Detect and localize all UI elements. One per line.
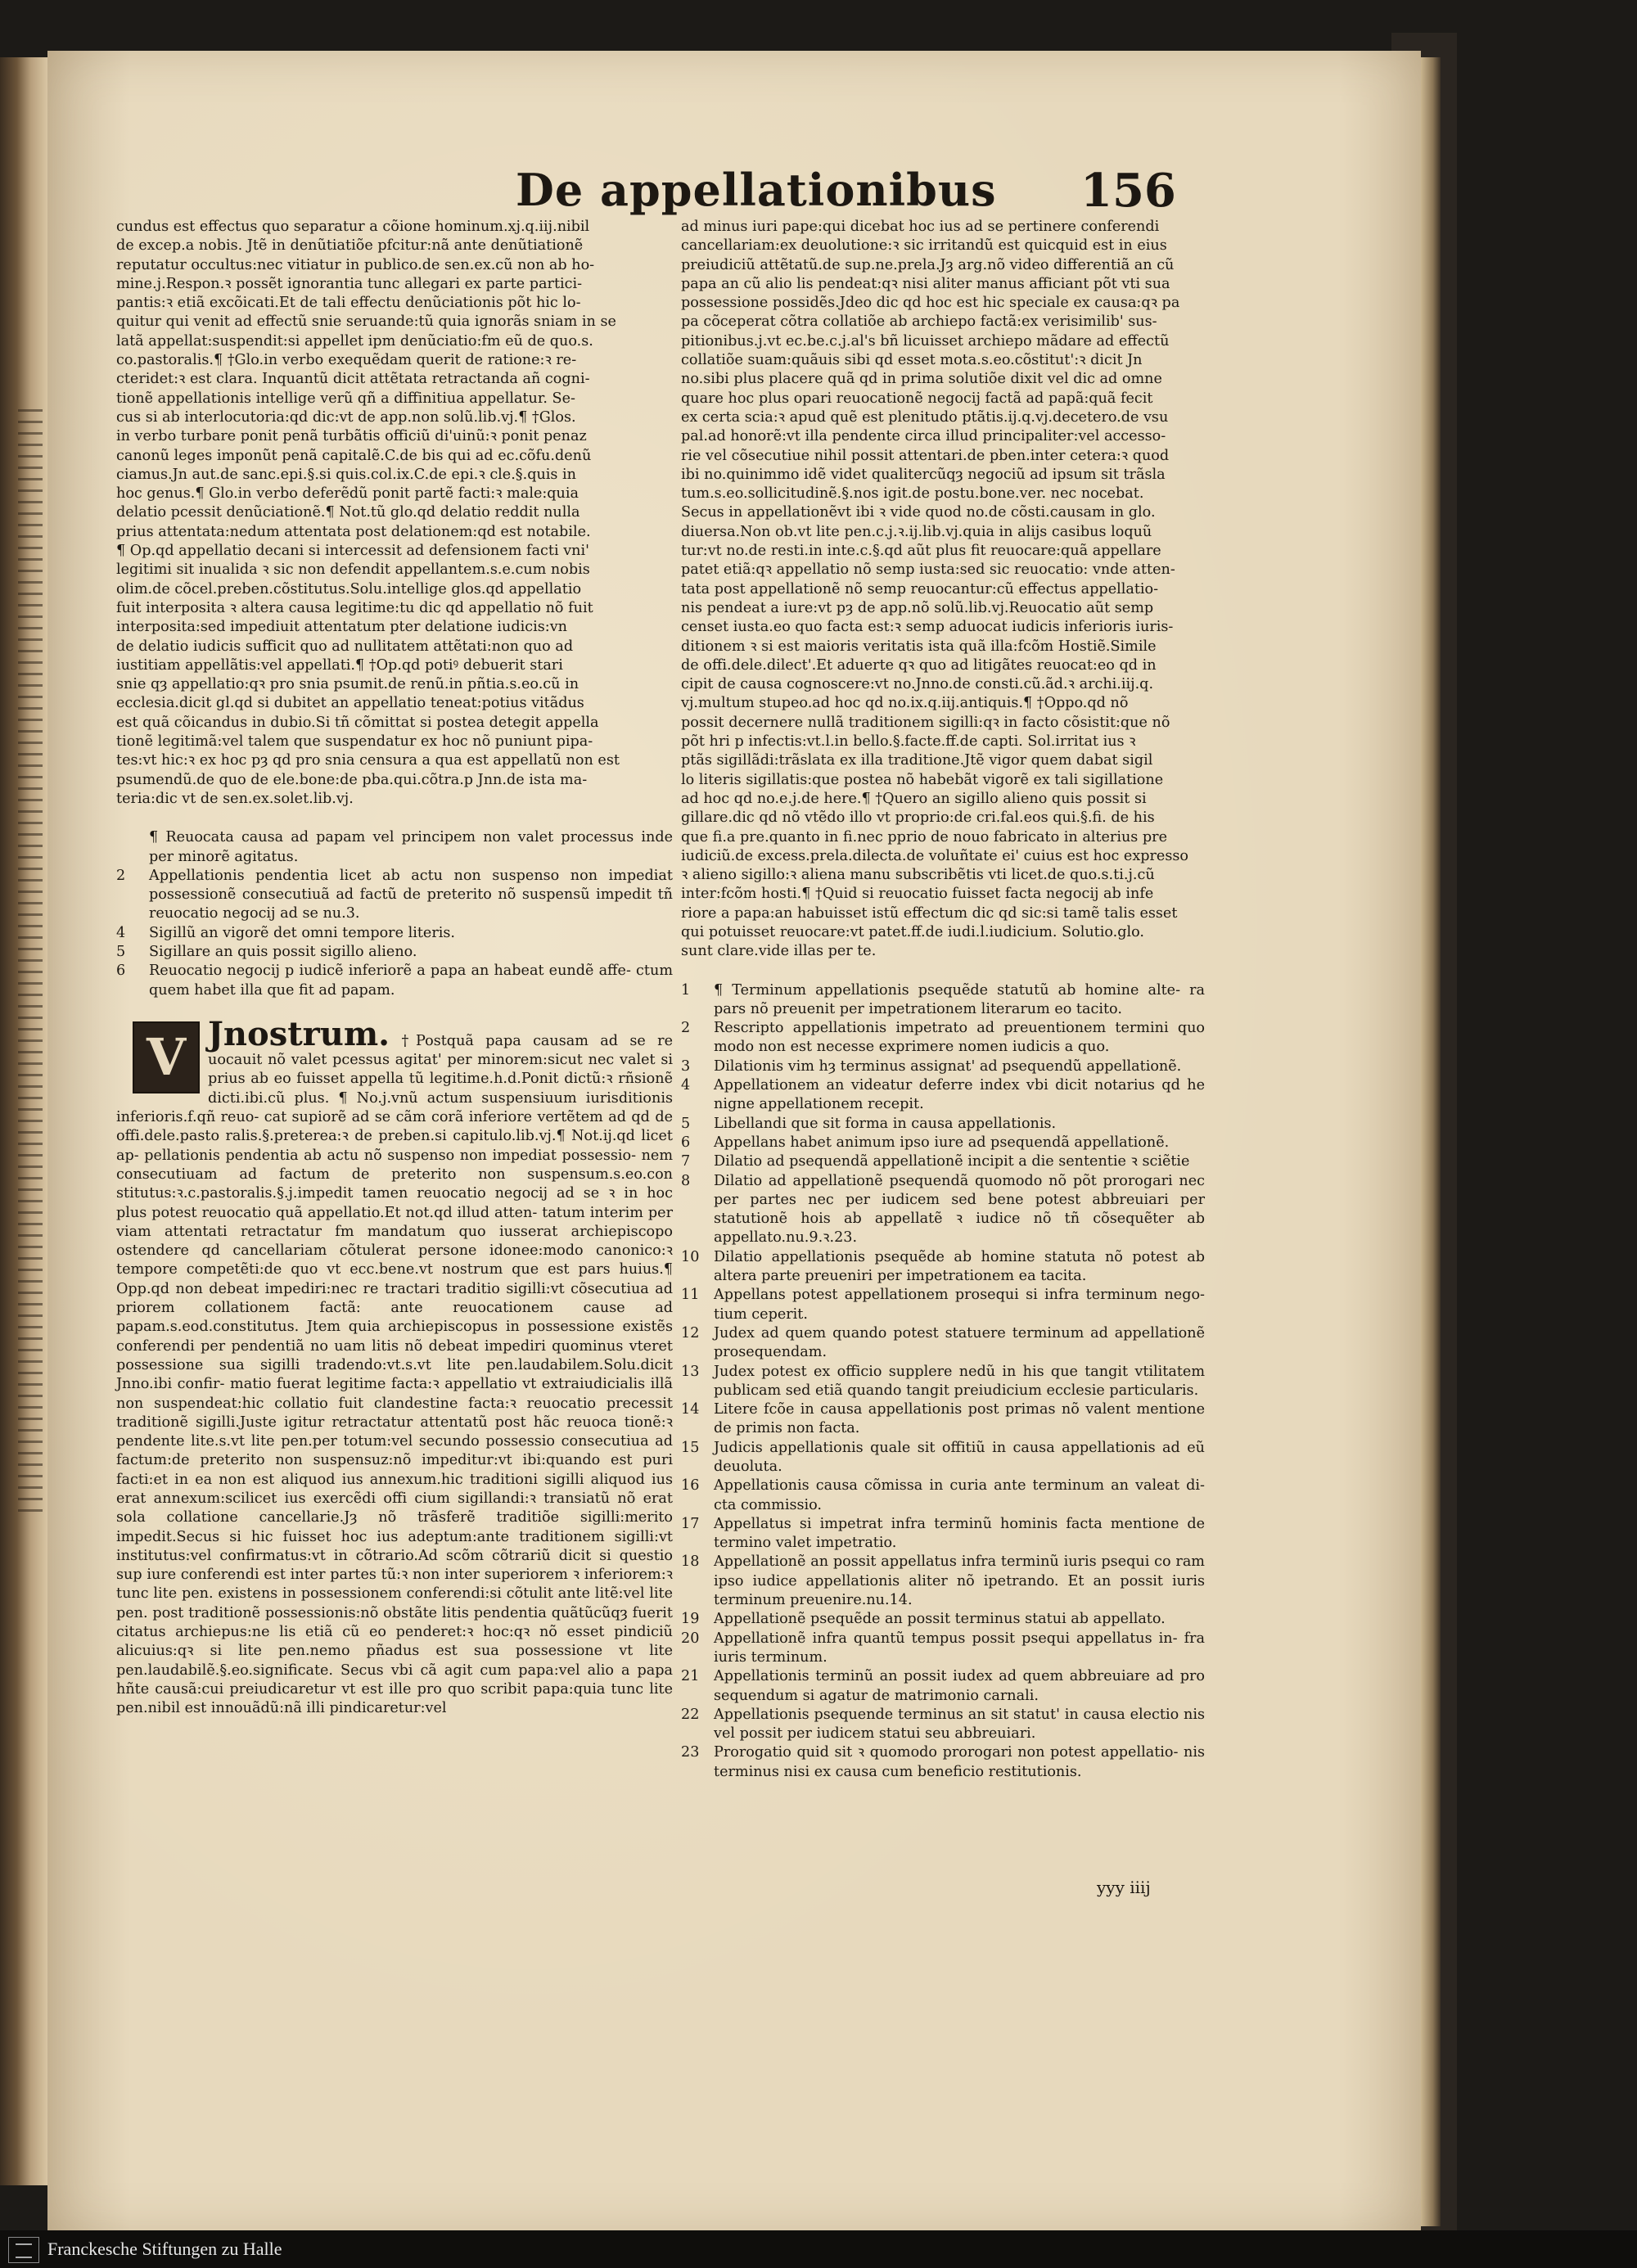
decorated-initial: V [133, 1021, 200, 1093]
text-line: fuit interposita ꝛ altera causa legitime:tu dic qd appellatio nõ fuit [116, 599, 593, 616]
summary-item [681, 1706, 1205, 1744]
summary-number: 19 [681, 1611, 700, 1628]
text-line: diuersa.Non ob.vt lite pen.c.j.ꝛ.ij.lib.vj.quia in alijs casibus loquũ [681, 523, 1152, 540]
text-line: riore a papa:an habuisset istũ effectum dic qd sic:si tamẽ talis esset [681, 904, 1178, 922]
text-line: co.pastoralis.¶ †Glo.in verbo exequẽdam querit de ratione:ꝛ re- [116, 352, 577, 369]
text-line: canonũ leges imponũt penã capitalẽ.C.de bis qui ad ec.cõfu.denũ [116, 447, 592, 464]
summary-text: Appellationis terminũ an possit iudex ad quem abbreuiare ad pro sequendum si agatur de matrimonio carnali. [714, 1668, 1205, 1704]
summary-text: Dilatio ad psequendã appellationẽ incipit a die sententie ꝛ sciẽtie [714, 1153, 1190, 1170]
summary-text: Appellans habet animum ipso iure ad psequendã appellationẽ. [714, 1134, 1170, 1151]
summary-text: Dilatio ad appellationẽ psequendã quomodo nõ põt prorogari nec per partes nec per iudicem sed bene potest abbreuiari per statutionẽ hois ab appellatẽ ꝛ iudice nõ tñ cõsequẽter ab appellato.nu.9.ꝛ.23. [714, 1172, 1205, 1247]
summary-item [116, 867, 673, 924]
text-line: qui potuisset reuocare:vt patet.ff.de iudi.l.iudicium. Solutio.glo. [681, 923, 1145, 940]
text-line: pal.ad honorẽ:vt illa pendente circa illud principaliter:vel accesso- [681, 428, 1166, 445]
right-summary-list [681, 981, 1205, 1782]
text-line: iustitiam appellãtis:vel appellati.¶ †Op.qd potiꝰ debuerit stari [116, 656, 563, 674]
summary-item [681, 1172, 1205, 1248]
text-line: tes:vt hic:ꝛ ex hoc pȝ qd pro snia censura a qua est appellatũ non est [116, 752, 620, 769]
summary-text: Judex potest ex officio supplere nedũ in his que tangit vtilitatem publicam sed etiã quando tangit preiudicium ecclesie particularis. [714, 1363, 1205, 1399]
summary-text: Judex ad quem quando potest statuere terminum ad appellationẽ prosequendam. [714, 1324, 1205, 1361]
summary-item [681, 1134, 1205, 1152]
summary-number: 21 [681, 1668, 700, 1685]
text-line: cteridet:ꝛ est clara. Inquantũ dicit attẽtata retractanda añ cogni- [116, 371, 590, 388]
summary-text: Judicis appellationis quale sit offitiũ in causa appellationis ad eũ deuoluta. [714, 1439, 1205, 1475]
text-line: iudiciũ.de excess.prela.dilecta.de voluñtate ei' cuius est hoc expresso [681, 847, 1188, 864]
summary-number [116, 828, 149, 867]
text-line: põt hri p infectis:vt.l.in bello.§.facte.ff.de capti. Sol.irritat ius ꝛ [681, 733, 1136, 751]
summary-text: Appellationis causa cõmissa in curia ante terminum an valeat di- cta commissio. [714, 1477, 1205, 1513]
footer-bar [0, 2230, 1637, 2268]
summary-item [681, 1610, 1205, 1629]
summary-item [681, 1553, 1205, 1610]
text-line: ad hoc qd no.e.j.de here.¶ †Quero an sigillo alieno quis possit si [681, 790, 1147, 807]
text-line: censet iusta.eo quo facta est:ꝛ semp aduocat iudicis inferioris iuris- [681, 619, 1174, 636]
left-commentary [116, 218, 673, 809]
text-line: inter:fcõm hosti.¶ †Quid si reuocatio fuisset facta negocij ab infe [681, 886, 1154, 903]
summary-number: 4 [681, 1077, 691, 1094]
book-right-edge [1421, 57, 1441, 2226]
text-line: prius attentata:nedum attentata post delationem:qd est notabile. [116, 523, 591, 540]
body-paragraph: nostrum que est pars huius.¶ Opp.qd non debeat impediri:nec re tractari traditio sigilli:vt cõsecutiua ad priorem collationem factã: ante reuocationem cause ad papam.s.eod.constitutus. Jtem quia archiepiscopus in possessione existẽs conferendi per pendentiã no uam litis nõ debeat impediri quominus vteret possessione sua sigilli tradendo:vt.s.vt lite pen.laudabilem.Solu.dicit Jnno.ibi confir- matio fuerat legitime facta:ꝛ appellatio vt extraiudicialis illã non suspendeat:hic collatio fuit clandestine facta:ꝛ reuocatio precessit traditionẽ sigilli.Juste igitur retractatur attentatũ post hãc reuoca tionẽ:ꝛ pendente lite.s.vt lite pen.per totum:vel secundo possessio consecutiua ad factum:de preterito non suspensuz:nõ impeditur:vt ibi:quando est puri facti:et in ea non est aliquod ius annexum.hic traditioni sigilli aliquod ius erat annexum:scilicet ius exercẽdi offi cium sigillandi:ꝛ transiatũ nõ erat sola collatione cancellarie.Jȝ nõ trãsferẽ traditiõe sigilli:merito impedit.Secus si hic fuisset hoc ius adeptum:ante traditionem sigilli:vt institutus:vel confirmatus:vt in cõtrario.Ad scõm cõtrariũ dicit si questio sup iure conferendi est inter partes tũ:ꝛ non inter superiorem ꝛ inferiorem:ꝛ tunc lite pen. existens in possessionem conferendi:si cõtulit ante litẽ:vel lite pen. post traditionẽ possessionis:nõ obstãte litis pendentia quãtũcũqȝ fuerit citatus archiepus:ne lis etiã cũ eo penderet:ꝛ hoc:qꝛ nõ esset pindiciũ alicuius:qꝛ si lite pen.nemo pñadus est sua possessione vt lite pen.laudabilẽ.§.eo.significate. Secus vbi cã agit cum papa:vel alio a papa hñte causã:cui preiudicaretur vt est ille pro quo scribit papa:quia tunc lite pen.nibil est innouãdũ:nã illi pindicaretur:vel [116, 1261, 673, 1717]
summary-number: 22 [681, 1706, 700, 1723]
text-line: ciamus.Jn aut.de sanc.epi.§.si quis.col.ix.C.de epi.ꝛ cle.§.quis in [116, 466, 577, 483]
text-line: ad minus iuri pape:qui dicebat hoc ius ad se pertinere conferendi [681, 219, 1160, 235]
summary-number: 20 [681, 1630, 700, 1647]
summary-item [116, 924, 673, 943]
summary-number: 10 [681, 1248, 700, 1265]
body-paragraph: ralis.§.preterea:ꝛ de preben.si capitulo.lib.vj.¶ Not.ij.qd licet ap- pellationis pendentia ab actu nõ suspenso non impediat possessio- nem consecutiuam ad factum de preterito non suspensum.s.eo.con stitutus:ꝛ.c.pastoralis.§.j.impedit tamen reuocatio negocij ad se ꝛ in hoc plus potest reuocatio quã appellatio.Et not.qd illud atten- tatum interim per viam attentati retractatur fm mandatum quo iusserat archiepiscopo ostendere qd cancellariam cõtulerat persone idonee:modo canonico:ꝛ tempore competẽti:de quo vt ecc.bene.vt [116, 1128, 673, 1278]
text-line: quitur qui venit ad effectũ snie seruande:tũ quia ignorãs sniam in se [116, 313, 616, 331]
text-line: gillare.dic qd nõ vtẽdo illo vt proprio:de cri.fal.eos qui.§.fi. de his [681, 809, 1155, 827]
text-line: collatiõe suam:quãuis sibi qd esset mota.s.eo.cõstitut':ꝛ dicit Jn [681, 352, 1143, 369]
printer-signature: yyy iiij [1097, 1878, 1151, 1897]
summary-text: Litere fcõe in causa appellationis post primas nõ valent mentione de primis non facta. [714, 1401, 1205, 1437]
book-left-edge [0, 57, 47, 2185]
text-line: cus si ab interlocutoria:qd dic:vt de app.non solũ.lib.vj.¶ †Glos. [116, 408, 576, 426]
left-column [116, 218, 673, 1887]
summary-number: 13 [681, 1363, 700, 1380]
text-line: in verbo turbare ponit penã turbãtis officiũ di'uinũ:ꝛ ponit penaz [116, 428, 587, 445]
text-line: papa an cũ alio lis pendeat:qꝛ nisi aliter manus afficiant põt vti sua [681, 275, 1170, 292]
summary-number: 2 [116, 867, 126, 884]
text-line: de offi.dele.dilect'.Et aduerte qꝛ quo ad litigãtes reuocat:eo qd in [681, 656, 1157, 674]
text-line: vj.multum stupeo.ad hoc qd no.ix.q.iij.antiquis.¶ †Oppo.qd nõ [681, 695, 1129, 712]
summary-item [681, 981, 1205, 1020]
summary-text: Dilationis vim hȝ terminus assignat' ad psequendũ appellationẽ. [714, 1057, 1182, 1075]
text-line: preiudiciũ attẽtatũ.de sup.ne.prela.Jȝ arg.nõ video differentiã an cũ [681, 256, 1175, 273]
text-line: cundus est effectus quo separatur a cõione hominum.xj.q.iij.nibil [116, 219, 590, 235]
summary-number: 23 [681, 1744, 700, 1761]
text-line: snie qȝ appellatio:qꝛ pro snia psumit.de renũ.in pñtia.s.eo.cũ in [116, 676, 579, 693]
page-stack-stripes [18, 409, 43, 1514]
text-line: mine.j.Respon.ꝛ possẽt ignorantia tunc allegari ex parte partici- [116, 275, 583, 292]
summary-number: 6 [681, 1134, 691, 1151]
summary-text: Rescripto appellationis impetrato ad preuentionem termini quo modo non est necesse exprimere nomen iudicis a quo. [714, 1020, 1205, 1056]
text-line: possit decernere nullã traditionem sigilli:qꝛ in facto cõsistit:que nõ [681, 714, 1170, 731]
text-line: legitimi sit inualida ꝛ sic non defendit appellantem.s.e.cum nobis [116, 561, 590, 579]
page-number: 156 [1080, 164, 1176, 218]
text-line: que fi.a pre.quanto in fi.nec pprio de nouo fabricato in alterius pre [681, 828, 1167, 845]
summary-number: 8 [681, 1172, 691, 1189]
text-line: Secus in appellationẽvt ibi ꝛ vide quod no.de cõsti.causam in glo. [681, 504, 1156, 521]
summary-item [681, 1152, 1205, 1171]
summary-item [681, 1324, 1205, 1363]
running-title: De appellationibus [516, 164, 997, 216]
summary-text: Appellationẽ psequẽde an possit terminus statui ab appellato. [714, 1611, 1166, 1628]
summary-text: Libellandi que sit forma in causa appellationis. [714, 1115, 1057, 1132]
summary-item [681, 1019, 1205, 1057]
text-line: pantis:ꝛ etiã excõicati.Et de tali effectu denũciationis põt hic lo- [116, 295, 581, 312]
text-line: tionẽ legitimã:vel talem que suspendatur ex hoc nõ puniunt pipa- [116, 733, 593, 751]
summary-number: 1 [681, 981, 691, 999]
summary-item [681, 1363, 1205, 1401]
summary-item [681, 1248, 1205, 1287]
summary-number: 14 [681, 1401, 700, 1418]
right-commentary [681, 218, 1205, 962]
incipit-word: Jnostrum. [208, 1014, 390, 1053]
left-summary-list [116, 828, 673, 1000]
summary-number: 17 [681, 1515, 700, 1532]
summary-text: Appellans potest appellationem prosequi si infra terminum nego- tium ceperit. [714, 1287, 1205, 1323]
summary-text: Reuocatio negocij p iudicẽ inferiorẽ a papa an habeat eundẽ affe- ctum quem habet illa que fit ad papam. [149, 963, 673, 999]
text-line: teria:dic vt de sen.ex.solet.lib.vj. [116, 790, 354, 807]
summary-number: 11 [681, 1287, 700, 1304]
summary-item [681, 1439, 1205, 1477]
summary-item [681, 1076, 1205, 1115]
summary-number: 15 [681, 1439, 700, 1456]
text-line: de excep.a nobis. Jtẽ in denũtiatiõe pfcitur:nã ante denũtiationẽ [116, 237, 584, 255]
text-line: ¶ Op.qd appellatio decani si intercessit ad defensionem facti vni' [116, 543, 589, 560]
text-line: ecclesia.dicit gl.qd si dubitet an appellatio teneat:potius vitãdus [116, 695, 584, 712]
summary-item [681, 1743, 1205, 1782]
summary-number: 3 [681, 1057, 691, 1075]
institution-logo-icon [8, 2237, 39, 2263]
summary-text: Appellationẽ infra quantũ tempus possit psequi appellatus in- fra iuris terminum. [714, 1630, 1205, 1666]
right-column [681, 218, 1205, 1887]
text-line: nis pendeat a iure:vt pȝ de app.nõ solũ.lib.vj.Reuocatio aũt semp [681, 599, 1154, 616]
summary-text: Sigillũ an vigorẽ det omni tempore literis. [149, 924, 455, 941]
text-line: de delatio iudicis sufficit quo ad nullitatem attẽtati:non quo ad [116, 638, 574, 655]
text-line: quare hoc plus opari reuocationẽ negocij factã ad papã:quã fecit [681, 390, 1153, 407]
text-line: pitionibus.j.vt ec.be.c.j.al's bñ licuisset archiepo mãdare ad effectũ [681, 332, 1170, 349]
text-line: ptãs sigillãdi:trãslata ex illa traditione.Jtẽ vigor quem dabat sigil [681, 752, 1153, 769]
text-line: pa cõceperat cõtra collatiõe ab archiepo factã:ex verisimilib' sus- [681, 313, 1157, 331]
summary-text: ¶ Reuocata causa ad papam vel principem non valet processus inde per minorẽ agitatus. [149, 829, 673, 865]
summary-text: Appellationẽ an possit appellatus infra terminũ iuris psequi co ram ipso iudice appellationis aliter nõ ipetrando. Et an possit iuris terminum preuenire.nu.14. [714, 1553, 1205, 1609]
summary-item [681, 1630, 1205, 1668]
summary-text: Prorogatio quid sit ꝛ quomodo prorogari non potest appellatio- nis terminus nisi ex causa cum beneficio restitutionis. [714, 1744, 1205, 1780]
text-line: tur:vt no.de resti.in inte.c.§.qd aũt plus fit reuocare:quã appellare [681, 543, 1161, 560]
summary-number: 6 [116, 963, 126, 980]
text-line: ibi no.quinimmo idẽ videt qualitercũqȝ negociũ ad ipsum sit trãsla [681, 466, 1166, 483]
text-line: sunt clare.vide illas per te. [681, 943, 877, 960]
summary-text: ¶ Terminum appellationis psequẽde statutũ ab homine alte- ra pars nõ preuenit per impetrationem literarum eo tacito. [714, 981, 1205, 1017]
summary-number: 16 [681, 1477, 700, 1495]
summary-number: 5 [116, 943, 126, 960]
body-paragraph: ¶ No.j.vnũ actum suspensiuum iurisditionis inferioris.f.qñ reuo- cat supiorẽ ad se cãm corã inferiore vertẽtem ad qd de offi.dele.pasto [116, 1089, 674, 1145]
text-line: latã appellat:suspendit:si appellet ipm denũciatio:fm eũ de quo.s. [116, 332, 593, 349]
text-line: delatio pcessit denũciationẽ.¶ Not.tũ glo.qd delatio reddit nulla [116, 504, 580, 521]
incipit-section [116, 1014, 674, 1719]
summary-number: 12 [681, 1324, 700, 1341]
text-line: olim.de cõcel.preben.cõstitutus.Solu.intellige glos.qd appellatio [116, 580, 582, 597]
text-line: hoc genus.¶ Glo.in verbo deferẽdũ ponit partẽ facti:ꝛ male:quia [116, 485, 579, 503]
text-line: ex certa scia:ꝛ apud quẽ est plenitudo ptãtis.ij.q.vj.decetero.de vsu [681, 408, 1169, 426]
text-line: ditionem ꝛ si est maioris veritatis ista quã illa:fcõm Hostiẽ.Simile [681, 638, 1157, 655]
footer-institution: Franckesche Stiftungen zu Halle [47, 2239, 282, 2259]
body-paragraph: †Postquã papa causam ad se re uocauit nõ valet pcessus agitat' per minorem:sicut nec valet si prius ab eo fuisset appella tũ legitime.h.d.Ponit dictũ:ꝛ rñsionẽ dicti.ibi.cũ plus. [208, 1032, 673, 1107]
summary-item [681, 1400, 1205, 1439]
summary-text: Appellatus si impetrat infra terminũ hominis facta mentione de termino valet impetratio. [714, 1515, 1205, 1552]
text-line: lo literis sigillatis:que postea nõ habebãt vigorẽ ex tali sigillatione [681, 771, 1164, 788]
summary-text: Sigillare an quis possit sigillo alieno. [149, 943, 417, 960]
text-line: possessione possidẽs.Jdeo dic qd hoc est hic speciale ex causa:qꝛ pa [681, 295, 1180, 312]
summary-item [116, 828, 673, 867]
summary-item [681, 1115, 1205, 1134]
text-line: reputatur occultus:nec vitiatur in publico.de sen.ex.cũ non ab ho- [116, 256, 595, 273]
summary-item [116, 962, 673, 1000]
summary-item [681, 1477, 1205, 1515]
summary-item [116, 943, 673, 962]
text-line: patet etiã:qꝛ appellatio nõ semp iusta:sed sic reuocatio: vnde atten- [681, 561, 1175, 579]
text-line: rie vel cõsecutiue nihil possit attentari.de pben.inter cetera:ꝛ quod [681, 447, 1170, 464]
text-line: no.sibi plus placere quã qd in prima solutiõe dixit vel dic ad omne [681, 371, 1162, 388]
left-body-text [116, 1033, 673, 1716]
text-line: interposita:sed impediuit attentatum pter delatione iudicis:vn [116, 619, 567, 636]
text-line: ꝛ alieno sigillo:ꝛ aliena manu subscribẽtis vti licet.de quo.s.ti.j.cũ [681, 867, 1155, 884]
summary-number: 4 [116, 924, 126, 941]
summary-text: Dilatio appellationis psequẽde ab homine statuta nõ potest ab altera parte preueniri per impetrationem ea tacita. [714, 1248, 1205, 1285]
text-line: cipit de causa cognoscere:vt no.Jnno.de consti.cũ.ãd.ꝛ archi.iij.q. [681, 676, 1154, 693]
summary-number: 5 [681, 1115, 691, 1132]
summary-text: Appellationis pendentia licet ab actu non suspenso non impediat possessionẽ consecutiuã ad factũ de preterito nõ suspensũ impedit tñ reuocatio negocij ad se nu.3. [149, 867, 673, 922]
summary-item [681, 1667, 1205, 1706]
summary-item [681, 1057, 1205, 1076]
text-line: psumendũ.de quo de ele.bone:de pba.qui.cõtra.p Jnn.de ista ma- [116, 771, 588, 788]
text-line: cancellariam:ex deuolutione:ꝛ sic irritandũ est quicquid est in eius [681, 237, 1167, 255]
text-line: tata post appellationẽ nõ semp reuocantur:cũ effectus appellatio- [681, 580, 1159, 597]
text-line: tum.s.eo.sollicitudinẽ.§.nos igit.de postu.bone.ver. nec nocebat. [681, 485, 1144, 503]
summary-item [681, 1286, 1205, 1324]
summary-item [681, 1515, 1205, 1553]
summary-text: Appellationis psequende terminus an sit statut' in causa electio nis vel possit per iudicem statui seu abbreuiari. [714, 1706, 1205, 1743]
text-line: est quã cõicandus in dubio.Si tñ cõmittat si postea detegit appella [116, 714, 599, 731]
text-line: tionẽ appellationis intellige verũ qñ a diffinitiua appellatur. Se- [116, 390, 575, 407]
summary-number: 18 [681, 1553, 700, 1571]
summary-number: 2 [681, 1020, 691, 1037]
summary-number: 7 [681, 1153, 691, 1170]
summary-text: Appellationem an videatur deferre index vbi dicit notarius qd he nigne appellationem recepit. [714, 1077, 1205, 1113]
